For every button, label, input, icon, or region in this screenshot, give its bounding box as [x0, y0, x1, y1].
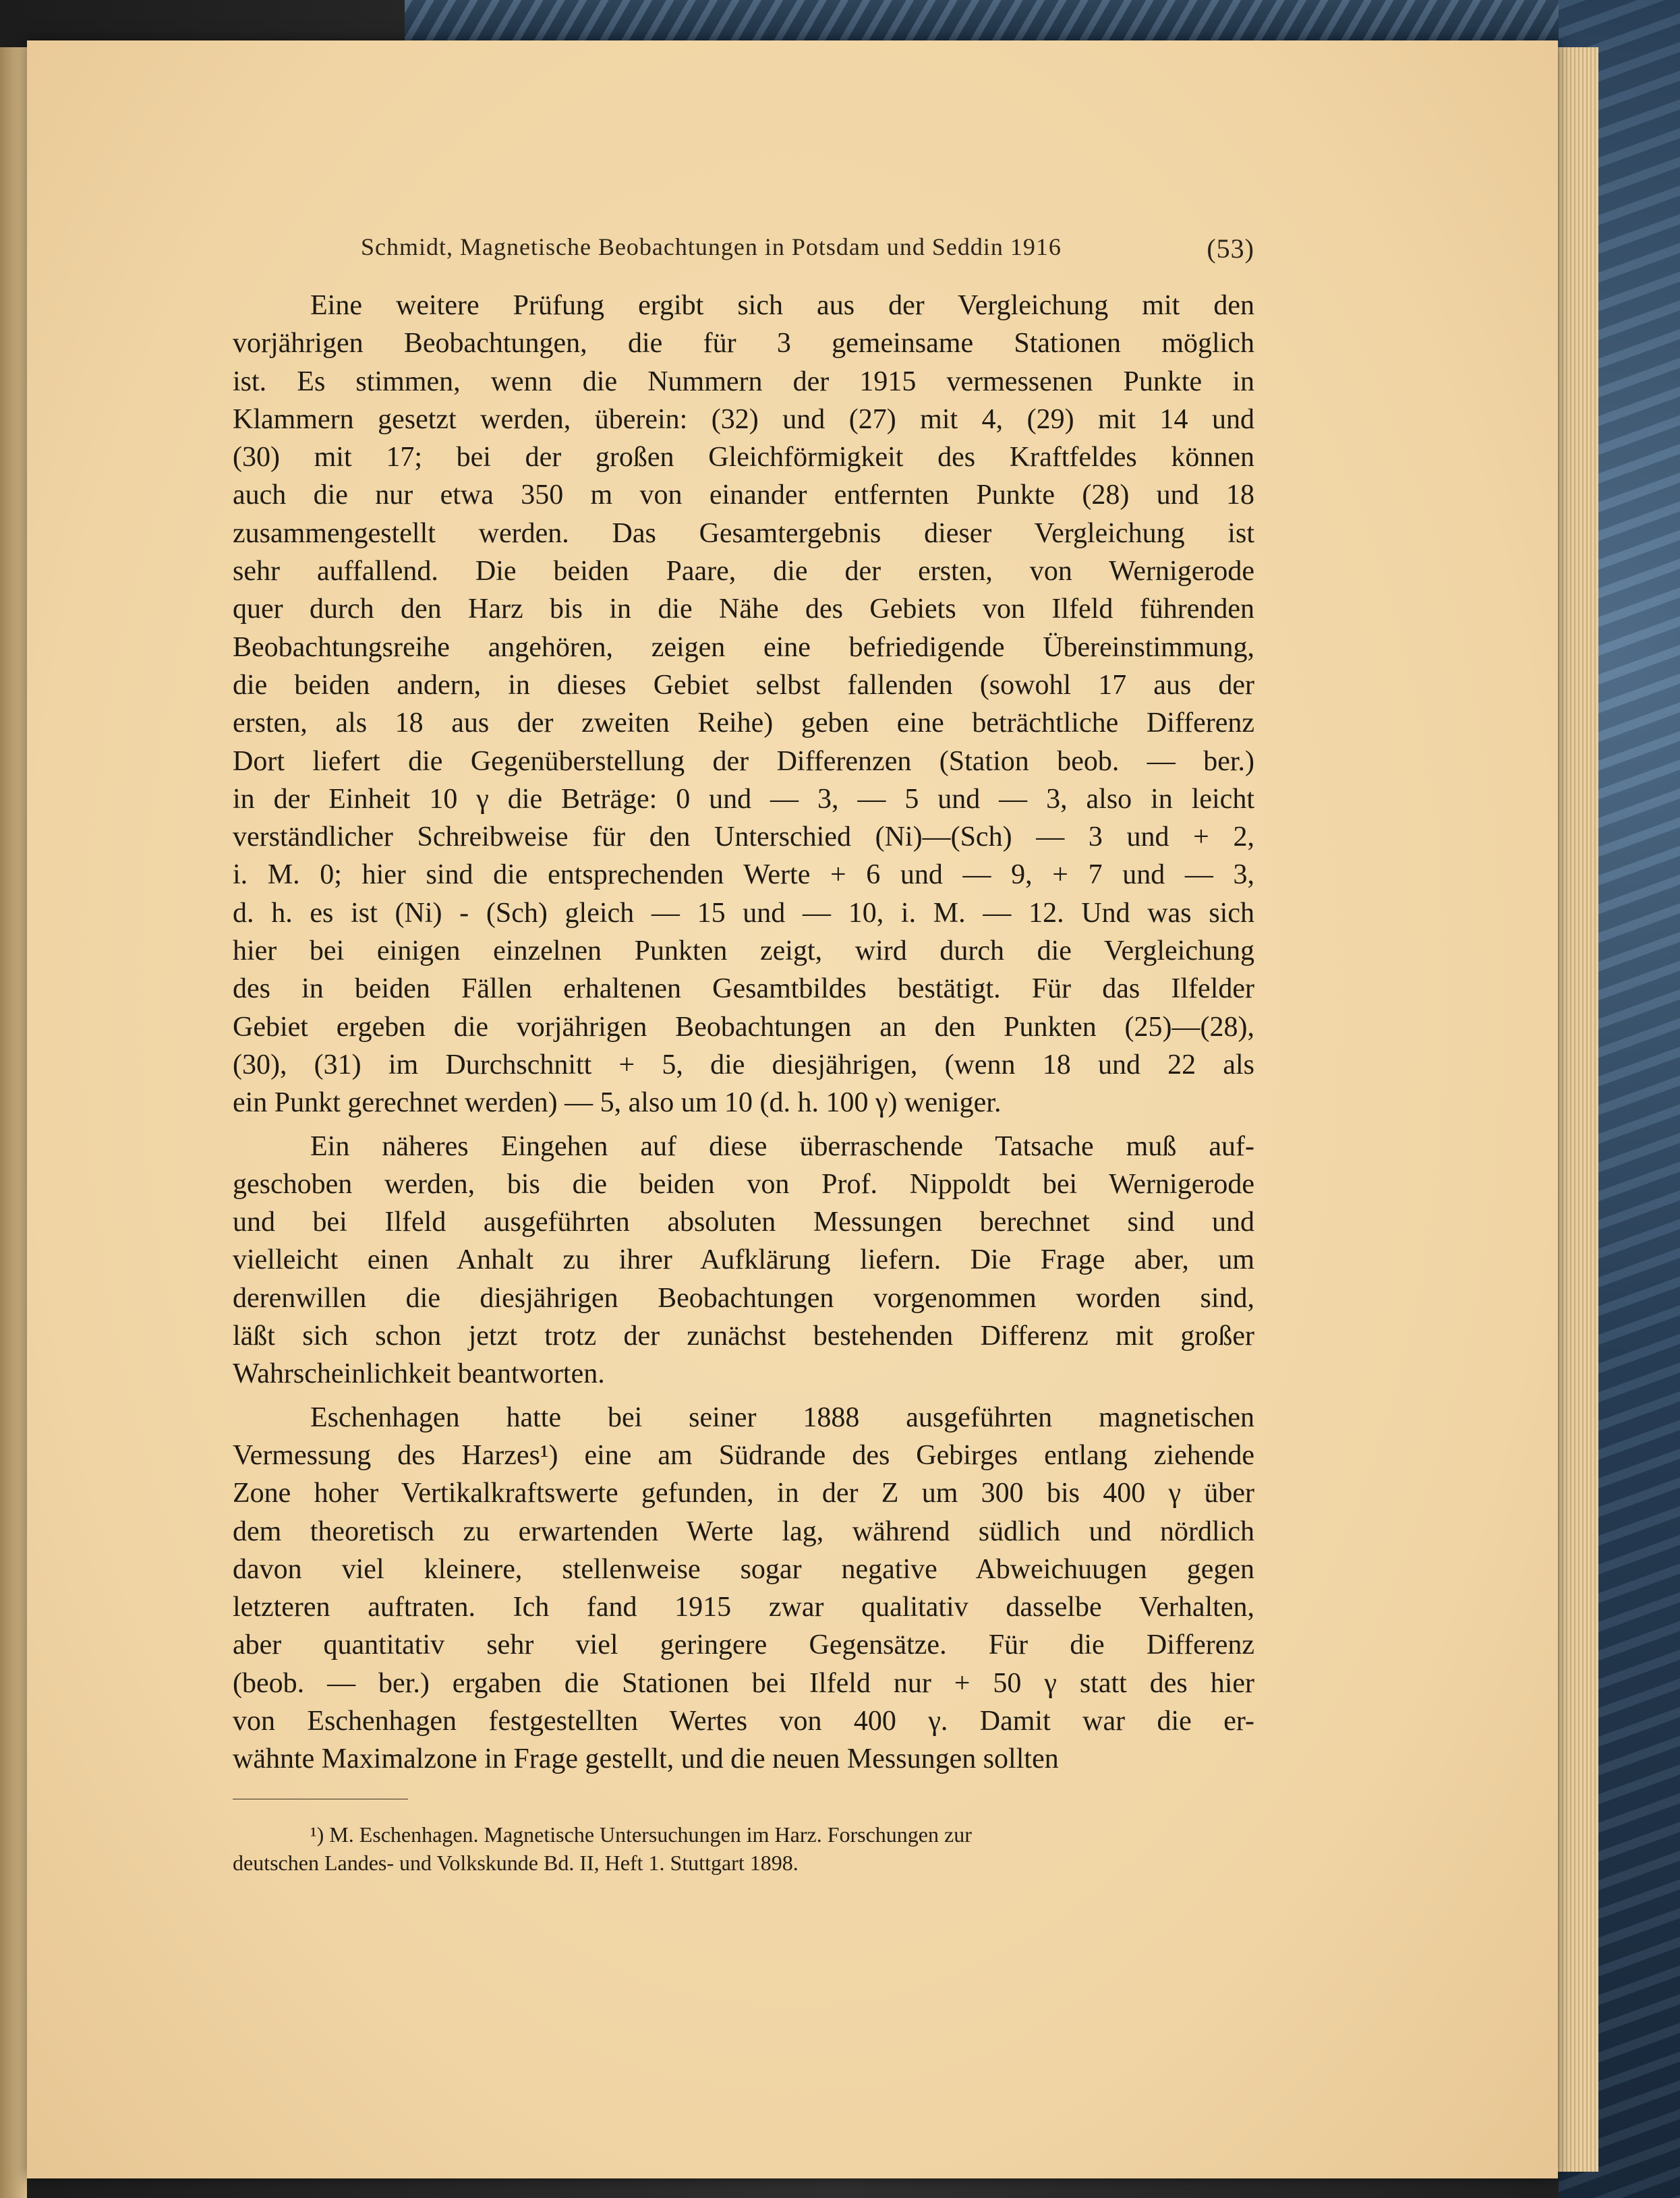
- text-line: Zone hoher Vertikalkraftswerte gefunden, in der Z um 300 bis 400 γ über: [233, 1478, 1254, 1509]
- text-line: verständlicher Schreibweise für den Unterschied (Ni)—(Sch) — 3 und + 2,: [233, 821, 1254, 853]
- paragraph: [233, 1399, 1254, 1778]
- text-line: ist. Es stimmen, wenn die Nummern der 1915 vermessenen Punkte in: [233, 366, 1254, 397]
- paragraph-gap: [233, 1122, 1254, 1128]
- text-line: d. h. es ist (Ni) - (Sch) gleich — 15 und — 10, i. M. — 12. Und was sich: [233, 897, 1254, 929]
- text-line: (30), (31) im Durchschnitt + 5, die diesjährigen, (wenn 18 und 22 als: [233, 1049, 1254, 1080]
- text-line: auch die nur etwa 350 m von einander entfernten Punkte (28) und 18: [233, 480, 1254, 511]
- text-line: vielleicht einen Anhalt zu ihrer Aufklärung liefern. Die Frage aber, um: [233, 1244, 1254, 1276]
- text-line: Wahrscheinlichkeit beantworten.: [233, 1358, 605, 1390]
- text-line: von Eschenhagen festgestellten Wertes von 400 γ. Damit war die er-: [233, 1705, 1254, 1737]
- text-line: derenwillen die diesjährigen Beobachtungen vorgenommen worden sind,: [233, 1282, 1254, 1314]
- body-text: [233, 287, 1254, 1778]
- text-line: läßt sich schon jetzt trotz der zunächst bestehenden Differenz mit großer: [233, 1321, 1254, 1352]
- text-line: des in beiden Fällen erhaltenen Gesamtbildes bestätigt. Für das Ilfelder: [233, 973, 1254, 1005]
- paragraph: [233, 1128, 1254, 1393]
- facing-page-edge: [0, 47, 27, 2198]
- text-line: letzteren auftraten. Ich fand 1915 zwar qualitativ dasselbe Verhalten,: [233, 1592, 1254, 1623]
- text-line: davon viel kleinere, stellenweise sogar negative Abweichuugen gegen: [233, 1553, 1254, 1585]
- text-line: Klammern gesetzt werden, überein: (32) und (27) mit 4, (29) mit 14 und: [233, 403, 1254, 435]
- text-line: Ein näheres Eingehen auf diese überraschende Tatsache muß auf-: [310, 1130, 1254, 1162]
- text-line: quer durch den Harz bis in die Nähe des Gebiets von Ilfeld führenden: [233, 594, 1254, 625]
- text-line: Gebiet ergeben die vorjährigen Beobachtungen an den Punkten (25)—(28),: [233, 1011, 1254, 1043]
- text-line: (beob. — ber.) ergaben die Stationen bei Ilfeld nur + 50 γ statt des hier: [233, 1667, 1254, 1699]
- text-line: wähnte Maximalzone in Frage gestellt, und die neuen Messungen sollten: [233, 1743, 1059, 1775]
- text-line: hier bei einigen einzelnen Punkten zeigt, wird durch die Vergleichung: [233, 935, 1254, 967]
- paragraph: [233, 287, 1254, 1122]
- text-line: dem theoretisch zu erwartenden Werte lag, während südlich und nördlich: [233, 1515, 1254, 1547]
- page-stack-edge: [1551, 47, 1598, 2172]
- footnote: [233, 1820, 1254, 1877]
- text-line: zusammengestellt werden. Das Gesamtergebnis dieser Vergleichung ist: [233, 517, 1254, 549]
- page-number: (53): [1207, 233, 1254, 264]
- paragraph-gap: [233, 1393, 1254, 1399]
- text-line: Eine weitere Prüfung ergibt sich aus der Vergleichung mit den: [310, 290, 1254, 321]
- running-header: [361, 233, 1254, 264]
- text-line: Vermessung des Harzes¹) eine am Südrande des Gebirges entlang ziehende: [233, 1439, 1254, 1471]
- text-line: die beiden andern, in dieses Gebiet selbst fallenden (sowohl 17 aus der: [233, 669, 1254, 701]
- text-line: Dort liefert die Gegenüberstellung der Differenzen (Station beob. — ber.): [233, 745, 1254, 777]
- running-title: Schmidt, Magnetische Beobachtungen in Potsdam und Seddin 1916: [361, 233, 1062, 260]
- footnote-line: deutschen Landes- und Volkskunde Bd. II, Heft 1. Stuttgart 1898.: [233, 1850, 799, 1875]
- text-line: Beobachtungsreihe angehören, zeigen eine befriedigende Übereinstimmung,: [233, 631, 1254, 663]
- text-line: Eschenhagen hatte bei seiner 1888 ausgeführten magnetischen: [310, 1401, 1254, 1433]
- text-line: aber quantitativ sehr viel geringere Gegensätze. Für die Differenz: [233, 1629, 1254, 1661]
- text-line: in der Einheit 10 γ die Beträge: 0 und — 3, — 5 und — 3, also in leicht: [233, 783, 1254, 815]
- text-line: vorjährigen Beobachtungen, die für 3 gemeinsame Stationen möglich: [233, 328, 1254, 359]
- text-line: ersten, als 18 aus der zweiten Reihe) geben eine beträchtliche Differenz: [233, 707, 1254, 739]
- text-line: (30) mit 17; bei der großen Gleichförmigkeit des Kraftfeldes können: [233, 442, 1254, 473]
- text-line: und bei Ilfeld ausgeführten absoluten Messungen berechnet sind und: [233, 1207, 1254, 1238]
- footnote-line: ¹) M. Eschenhagen. Magnetische Untersuchungen im Harz. Forschungen zur: [310, 1822, 972, 1847]
- text-line: geschoben werden, bis die beiden von Prof. Nippoldt bei Wernigerode: [233, 1168, 1254, 1200]
- text-line: ein Punkt gerechnet werden) — 5, also um 10 (d. h. 100 γ) weniger.: [233, 1087, 1002, 1119]
- text-line: sehr auffallend. Die beiden Paare, die der ersten, von Wernigerode: [233, 556, 1254, 587]
- text-line: i. M. 0; hier sind die entsprechenden Werte + 6 und — 9, + 7 und — 3,: [233, 859, 1254, 891]
